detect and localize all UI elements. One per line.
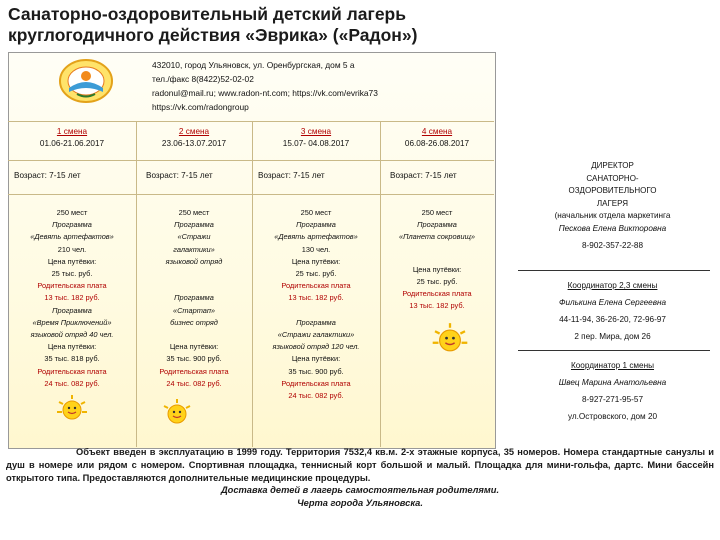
shift-4-line: 250 мест [421,208,453,217]
shift-2-line: 250 мест [178,208,210,217]
shift-1-line: 24 тыс. 082 руб. [44,378,100,388]
director-block [510,160,715,253]
shift-1-line: 13 тыс. 182 руб. [44,293,100,303]
coordinator-2-3-block [510,277,715,345]
shift-4-line: Программа [417,220,457,230]
shift-3-line: языковой отряд 120 чел. [272,342,360,352]
director-line: ОЗДОРОВИТЕЛЬНОГО [568,186,657,196]
shift-3-line: Цена путёвки: [291,256,341,266]
shift-3-line: Родительская плата [281,281,351,291]
shift-4-header [382,126,492,150]
contact-links[interactable]: radonul@mail.ru; www.radon-nt.com; https://vk.com/evrika73 [152,88,378,98]
divider [252,121,253,447]
shift-4-details [382,207,492,312]
coordinator-1-block [510,357,715,425]
divider [8,121,494,122]
coordinator-address: 2 пер. Мира, дом 26 [574,332,651,341]
shift-4-line: Родительская плата [402,289,472,299]
facility-description [6,446,714,510]
shift-1-line: Родительская плата [37,366,107,376]
shift-1-line: «Девять артефактов» [30,232,114,242]
shift-3-line: 13 тыс. 182 руб. [288,293,344,303]
shift-3-line: 250 мест [300,208,332,217]
shift-2-line: бизнес отряд [170,317,218,327]
shift-3-line: Цена путёвки: [291,354,341,364]
shift-1-line: «Время Приключений» [32,317,112,327]
shift-3-header [254,126,378,150]
shift-3-line: 25 тыс. руб. [295,269,337,279]
shift-1-name: 1 смена [56,127,88,136]
contact-vk-link[interactable]: https://vk.com/radongroup [152,102,249,112]
shift-1-dates: 01.06-21.06.2017 [39,139,105,149]
sun-mascot-icon [55,394,89,420]
shift-2-line: «Стартап» [172,305,216,315]
shift-2-line: 24 тыс. 082 руб. [166,378,222,388]
shift-1-line: 35 тыс. 818 руб. [44,354,100,364]
shift-2-line: Программа [174,220,214,230]
shift-1-details [10,207,134,420]
shift-1-age: Возраст: 7-15 лет [14,171,81,180]
coordinator-phone: 8-927-271-95-57 [582,395,643,404]
shift-3-line: «Стражи галактики» [277,330,355,340]
shift-2-line: «Стражи [177,232,211,242]
shift-3-name: 3 смена [300,127,332,136]
shift-2-line: галактики» [173,244,215,254]
shift-2-line: 35 тыс. 900 руб. [166,354,222,364]
divider [518,350,710,351]
shift-2-line: языковой отряд [165,256,223,266]
shift-4-line: 25 тыс. руб. [416,276,458,286]
shift-3-line: 35 тыс. 900 руб. [288,366,344,376]
shift-4-line: «Планета сокровищ» [399,232,475,242]
shift-2-details [138,207,250,390]
shift-4-line: 13 тыс. 182 руб. [409,301,465,311]
coordinator-address: ул.Островского, дом 20 [567,412,658,421]
shift-2-dates: 23.06-13.07.2017 [161,139,227,149]
shift-1-header [10,126,134,150]
director-line: САНАТОРНО- [586,173,639,183]
shift-3-line: Программа [296,317,336,327]
divider [8,160,494,161]
divider [380,121,381,447]
director-line: ЛАГЕРЯ [596,198,629,208]
title-line-1: Санаторно-оздоровительный детский лагерь [8,4,406,24]
shift-3-line: 24 тыс. 082 руб. [288,391,344,401]
divider [136,121,137,447]
shift-2-line: Программа [174,293,214,303]
coordinator-title: Координатор 2,3 смены [567,281,658,290]
director-line: (начальник отдела маркетинга [554,211,671,221]
sun-mascot-icon [430,322,470,352]
location-note: Черта города Ульяновска. [297,498,423,509]
contact-address: 432010, город Ульяновск, ул. Оренбургская, дом 5 а [152,60,355,70]
director-line: ДИРЕКТОР [591,161,634,170]
shift-1-line: Родительская плата [37,281,107,291]
sun-mascot-icon [160,398,194,424]
shift-2-line: Родительская плата [159,366,229,376]
divider [8,194,494,195]
contact-phone: тел./факс 8(8422)52-02-02 [152,74,254,84]
facility-text: Объект введен в эксплуатацию в 1999 году. Территория 7532,4 кв.м. 2-х этажные корпуса, 35 номеров. Номера стандартные санузлы и душ в номере или рядом с номером. Спортивная площадка, теннисный корт большой и малый. Площадка для мини-гольфа, дартс. Мини бассейн открытого типа. Предоставляются дополнительные медицинские процедуры. [6,447,714,483]
page-title [8,4,528,46]
divider [518,270,710,271]
contact-block [152,58,482,114]
camp-logo-icon [55,58,117,104]
shift-3-age: Возраст: 7-15 лет [258,171,325,180]
shift-1-line: Цена путёвки: [47,342,97,352]
coordinator-name: Филькина Елена Сергеевна [558,298,667,307]
shift-1-line: 210 чел. [57,244,87,254]
shift-3-line: 130 чел. [301,244,331,254]
shift-3-line: Родительская плата [281,378,351,388]
shift-1-line: 25 тыс. руб. [51,269,93,279]
shift-3-line: Программа [296,220,336,230]
shift-4-line: Цена путёвки: [412,264,462,274]
coordinator-phone: 44-11-94, 36-26-20, 72-96-97 [559,315,666,324]
shift-4-dates: 06.08-26.08.2017 [404,139,470,149]
shift-1-line: Цена путёвки: [47,256,97,266]
shift-2-line: Цена путёвки: [169,342,219,352]
director-name: Пескова Елена Викторовна [558,224,667,234]
shift-1-line: Программа [52,220,92,230]
shift-1-line: языковой отряд 40 чел. [30,330,114,340]
shift-2-age: Возраст: 7-15 лет [146,171,213,180]
shift-2-name: 2 смена [178,127,210,136]
shift-1-line: 250 мест [56,208,88,217]
director-phone: 8-902-357-22-88 [582,240,643,250]
shift-3-details [254,207,378,402]
shift-4-name: 4 смена [421,127,453,136]
coordinator-title: Координатор 1 смены [570,361,655,370]
transport-note: Доставка детей в лагерь самостоятельная родителями. [220,485,500,496]
shift-1-line: Программа [52,305,92,315]
shift-3-line: «Девять артефактов» [274,232,358,242]
shift-3-dates: 15.07- 04.08.2017 [282,139,350,149]
shift-2-header [138,126,250,150]
coordinator-name: Швец Марина Анатольевна [558,378,667,387]
title-line-2: круглогодичного действия «Эврика» («Радон») [8,25,418,45]
shift-4-age: Возраст: 7-15 лет [390,171,457,180]
